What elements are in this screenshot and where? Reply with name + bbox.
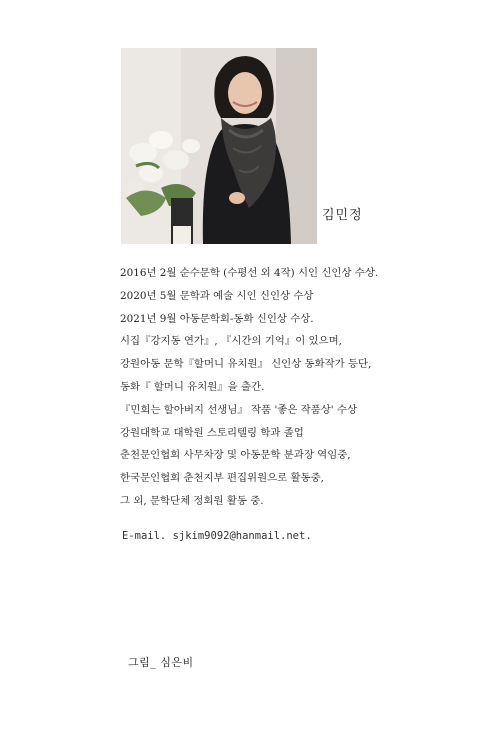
bio-line: 시집『강지동 연가』, 『시간의 기억』이 있으며, — [120, 335, 342, 348]
bio-line: 춘천문인협회 사무차장 및 아동문학 분과장 역임중, — [120, 449, 351, 462]
bio-line: 『민희는 할아버지 선생님』 작품 '좋은 작품상' 수상 — [120, 403, 358, 416]
email-address: E-mail. sjkim9092@hanmail.net. — [122, 530, 312, 542]
bio-line: 강원대학교 대학원 스토리텔링 학과 졸업 — [120, 426, 304, 439]
bio-line: 강원아동 문학『할머니 유치원』 신인상 동화작가 등단, — [120, 358, 372, 371]
bio-line: 2020년 5월 문학과 예술 시인 신인상 수상 — [120, 289, 314, 302]
bio-line: 그 외, 문학단체 정회원 활동 중. — [120, 494, 264, 507]
bio-line: 한국문인협회 춘천지부 편집위원으로 활동중, — [120, 472, 324, 485]
author-name: 김민정 — [322, 208, 363, 223]
bio-line: 2021년 9월 아동문학회-동화 신인상 수상. — [120, 312, 314, 325]
author-portrait-illustration — [121, 48, 317, 244]
author-biography — [120, 262, 460, 513]
bio-line: 동화『 할머니 유치원』을 출간. — [120, 380, 265, 393]
illustrator-credit: 그림_ 심은비 — [128, 656, 194, 669]
bio-line: 2016년 2월 순수문학 (수평선 외 4작) 시인 신인상 수상. — [120, 267, 379, 279]
author-photo — [121, 48, 317, 244]
